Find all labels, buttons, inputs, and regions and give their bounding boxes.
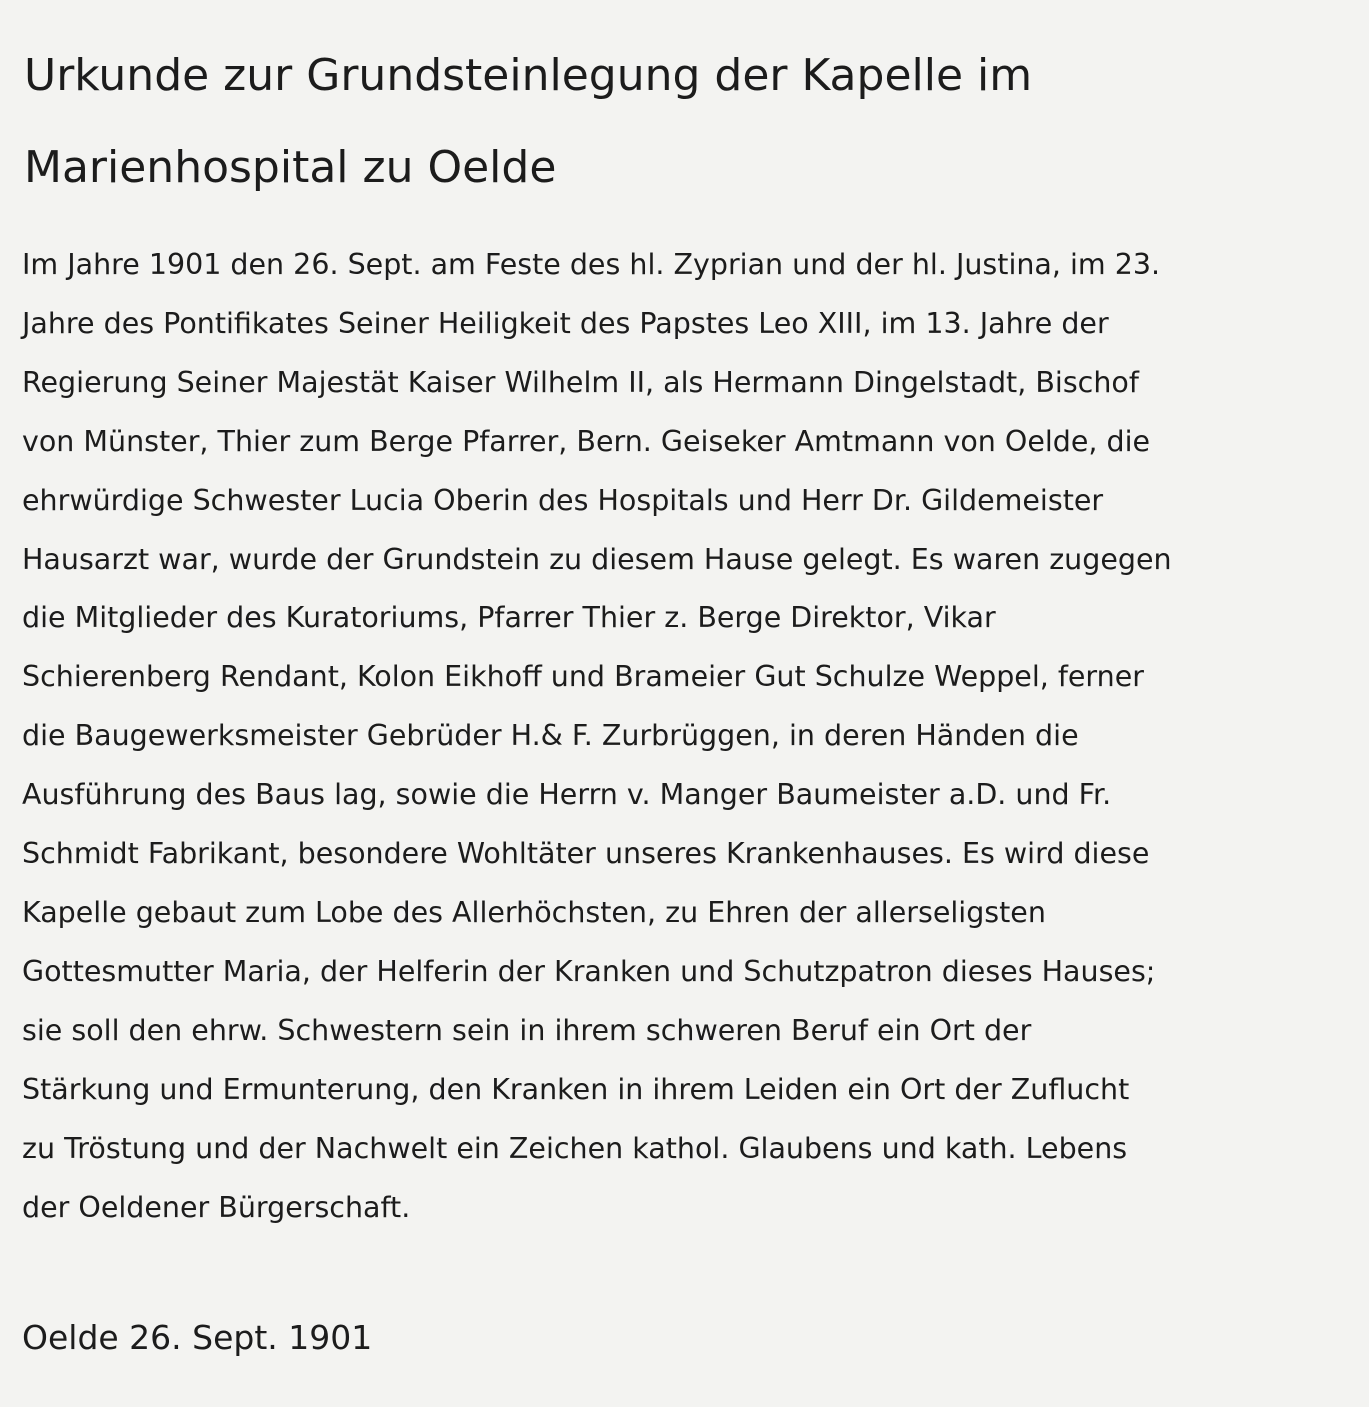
title-line-1: Urkunde zur Grundsteinlegung der Kapelle im	[24, 50, 1033, 101]
body-line: Hausarzt war, wurde der Grundstein zu diesem Hause gelegt. Es waren zugegen	[22, 542, 1172, 576]
body-line: zu Tröstung und der Nachwelt ein Zeichen kathol. Glaubens und kath. Lebens	[22, 1131, 1128, 1165]
date-signature: Oelde 26. Sept. 1901	[22, 1318, 373, 1357]
body-line: von Münster, Thier zum Berge Pfarrer, Bern. Geiseker Amtmann von Oelde, die	[22, 424, 1151, 458]
body-line: Im Jahre 1901 den 26. Sept. am Feste des hl. Zyprian und der hl. Justina, im 23.	[22, 248, 1161, 281]
body-line: die Baugewerksmeister Gebrüder H.& F. Zurbrüggen, in deren Händen die	[22, 719, 1079, 753]
body-line: ehrwürdige Schwester Lucia Oberin des Hospitals und Herr Dr. Gildemeister	[22, 483, 1104, 517]
body-line: Stärkung und Ermunterung, den Kranken in ihrem Leiden ein Ort der Zuflucht	[22, 1072, 1130, 1106]
body-line: Jahre des Pontifikates Seiner Heiligkeit des Papstes Leo XIII, im 13. Jahre der	[22, 306, 1109, 340]
body-line: die Mitglieder des Kuratoriums, Pfarrer Thier z. Berge Direktor, Vikar	[22, 601, 996, 635]
body-line: Schmidt Fabrikant, besondere Wohltäter unseres Krankenhauses. Es wird diese	[22, 837, 1150, 871]
body-line: Gottesmutter Maria, der Helferin der Kranken und Schutzpatron dieses Hauses;	[22, 954, 1156, 988]
body-line: Schierenberg Rendant, Kolon Eikhoff und Brameier Gut Schulze Weppel, ferner	[22, 660, 1144, 694]
body-line: Kapelle gebaut zum Lobe des Allerhöchsten, zu Ehren der allerseligsten	[22, 895, 1046, 929]
body-line: Regierung Seiner Majestät Kaiser Wilhelm II, als Hermann Dingelstadt, Bischof	[22, 365, 1139, 399]
body-line: Ausführung des Baus lag, sowie die Herrn v. Manger Baumeister a.D. und Fr.	[22, 778, 1112, 812]
body-line: der Oeldener Bürgerschaft.	[22, 1190, 411, 1224]
document-title	[24, 30, 1324, 214]
title-line-2: Marienhospital zu Oelde	[24, 142, 557, 193]
document-body	[22, 236, 1352, 1237]
body-line: sie soll den ehrw. Schwestern sein in ihrem schweren Beruf ein Ort der	[22, 1013, 1032, 1047]
